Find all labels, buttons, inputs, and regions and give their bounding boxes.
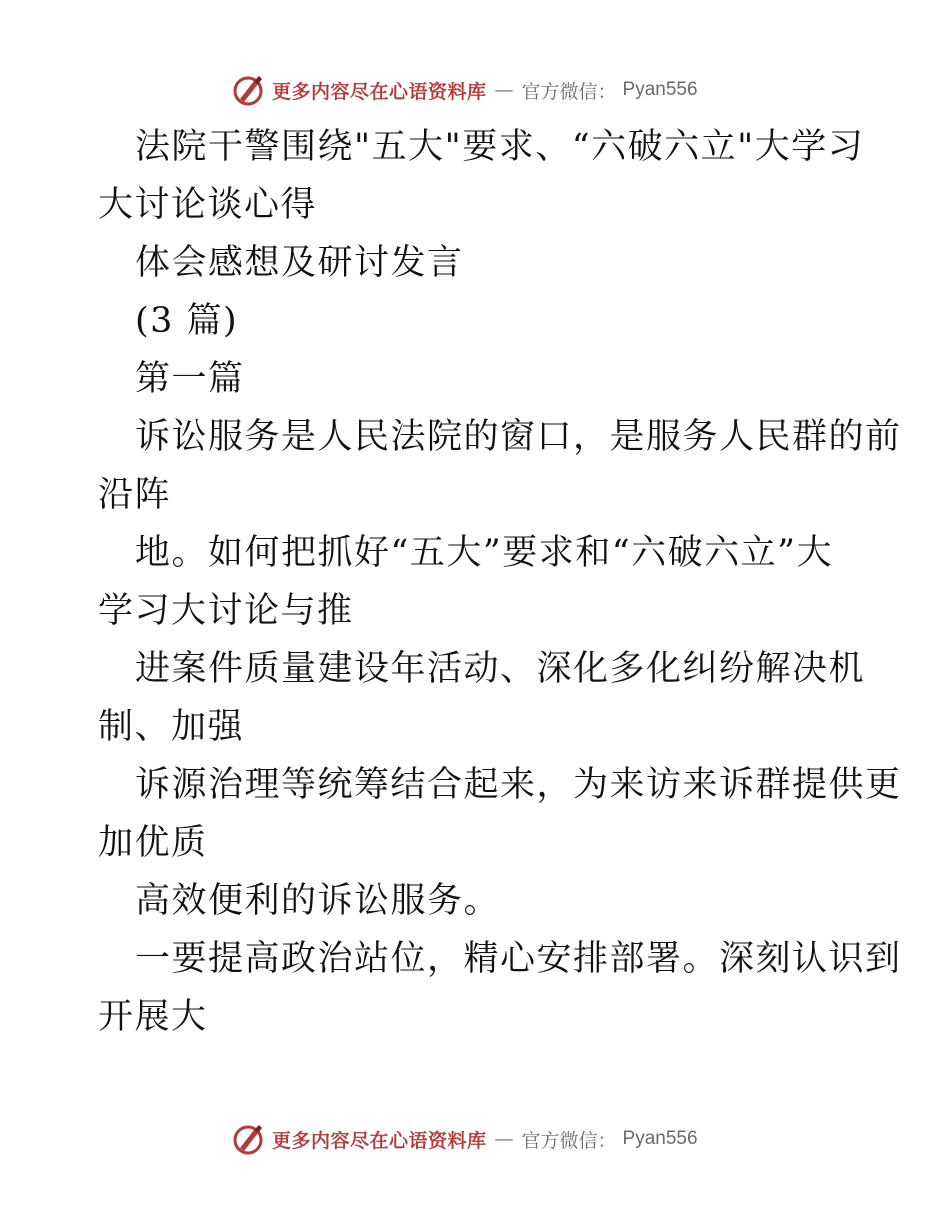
body-line: 进案件质量建设年活动、深化多化纠纷解决机 — [135, 649, 866, 689]
body-line: (3 篇) — [135, 301, 239, 341]
body-line: 一要提高政治站位，精心安排部署。深刻认识到 — [135, 939, 902, 979]
watermark-wechat-id: Pyan556 — [622, 1128, 698, 1149]
body-line: 高效便利的诉讼服务。 — [135, 881, 501, 921]
watermark-dash: — — [494, 79, 514, 101]
body-line: 诉源治理等统筹结合起来，为来访来诉群提供更 — [135, 765, 902, 805]
body-line: 加优质 — [98, 823, 208, 863]
document-body — [98, 118, 902, 1046]
body-line: 沿阵 — [98, 475, 172, 515]
watermark-contact-label: 官方微信： — [521, 80, 617, 103]
watermark-brand-text: 更多内容尽在心语资料库 — [272, 80, 487, 103]
pen-circle-logo-icon — [232, 73, 266, 107]
body-line: 开展大 — [98, 997, 208, 1037]
watermark-dash: — — [494, 1128, 514, 1150]
watermark-contact-label: 官方微信： — [521, 1129, 617, 1152]
body-line: 大讨论谈心得 — [98, 185, 318, 225]
header-watermark-banner — [232, 72, 712, 108]
body-line: 制、加强 — [98, 707, 245, 747]
body-line: 第一篇 — [135, 359, 245, 399]
footer-watermark-banner — [232, 1121, 712, 1157]
pen-circle-logo-icon — [232, 1122, 266, 1156]
watermark-brand-text: 更多内容尽在心语资料库 — [272, 1129, 487, 1152]
body-line: 法院干警围绕"五大"要求、“六破六立"大学习 — [135, 127, 865, 167]
body-line: 体会感想及研讨发言 — [135, 243, 464, 283]
watermark-wechat-id: Pyan556 — [622, 79, 698, 100]
body-line: 地。如何把抓好“五大”要求和“六破六立”大 — [135, 533, 834, 573]
body-line: 诉讼服务是人民法院的窗口，是服务人民群的前 — [135, 417, 902, 457]
body-line: 学习大讨论与推 — [98, 591, 354, 631]
